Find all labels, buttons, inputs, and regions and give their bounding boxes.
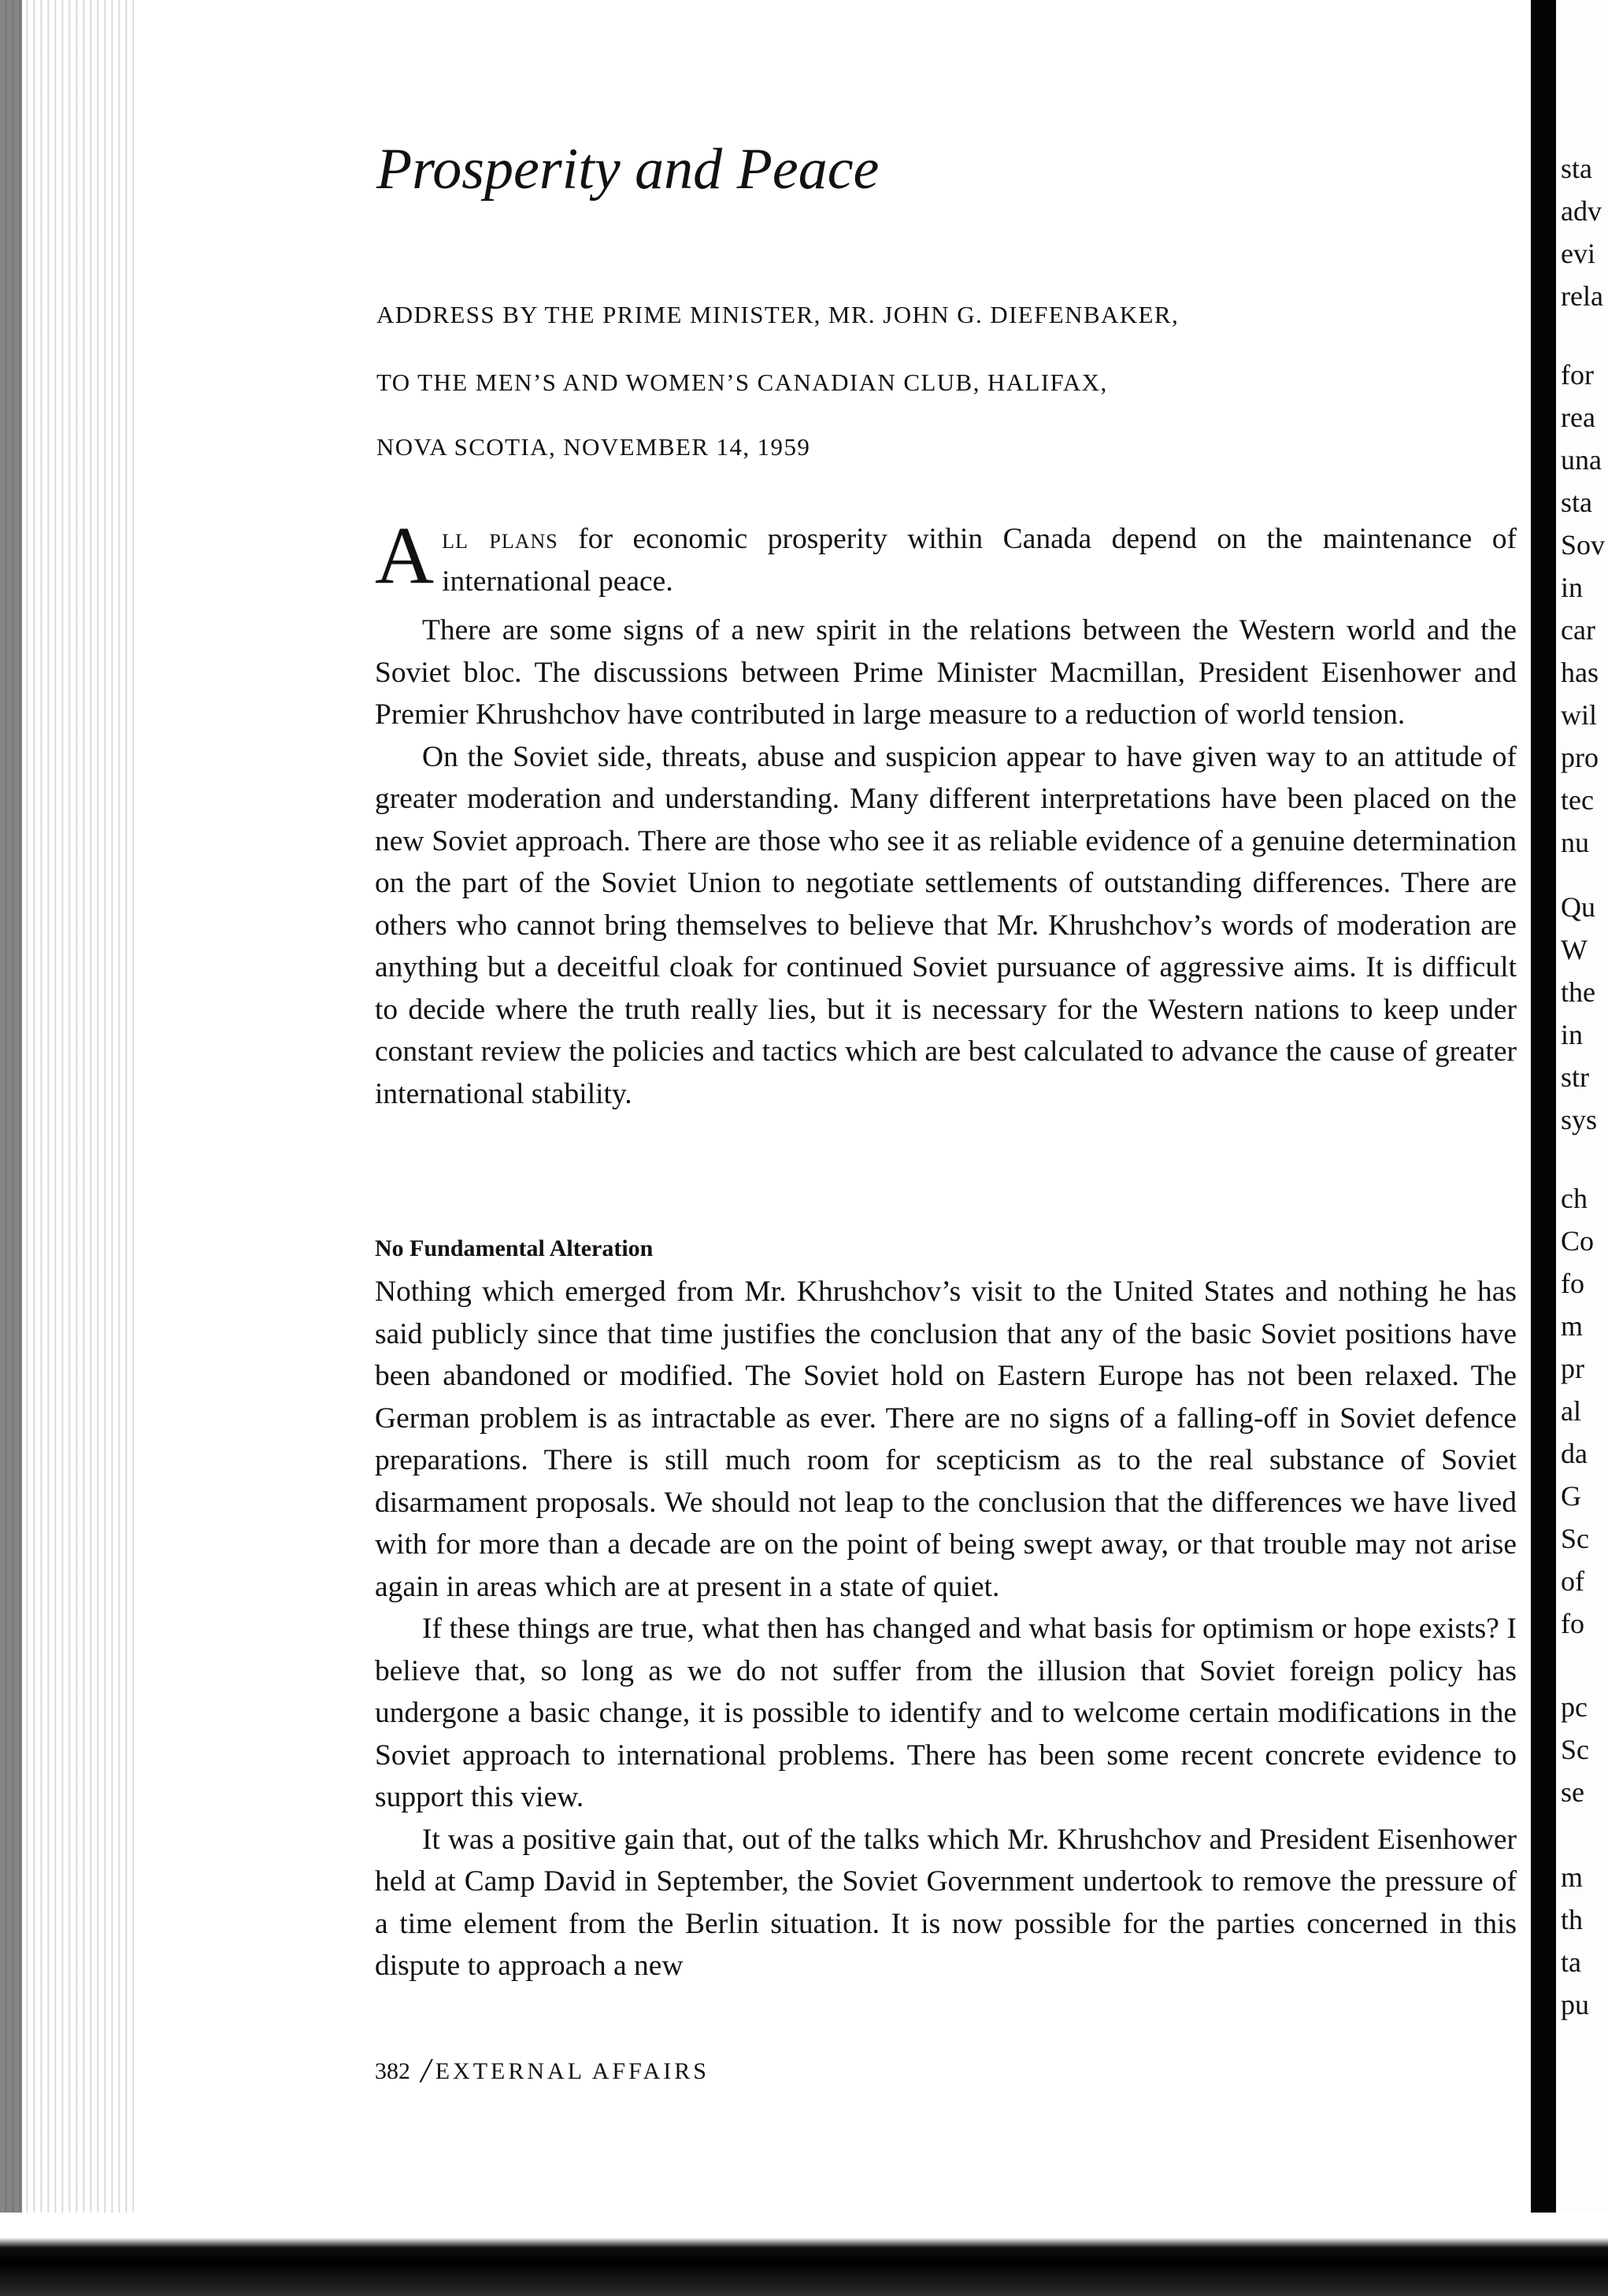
- facing-page-fragment: pr: [1561, 1353, 1584, 1384]
- facing-page-fragment: for: [1561, 359, 1594, 391]
- opening-paragraph: [375, 510, 1517, 602]
- facing-page-fragment: has: [1561, 657, 1599, 688]
- facing-page-fragment: se: [1561, 1776, 1584, 1808]
- body-paragraph: On the Soviet side, threats, abuse and suspicion appear to have given way to an attitude of greater moderation and understanding. Many different interpretations have been placed on the new Soviet approach. There are those who see it as reliable evidence of a genuine determination on the part of the Soviet Union to negotiate settlements of outstanding differences. There are others who cannot bring themselves to believe that Mr. Khrushchov’s words of moderation are anything but a deceitful cloak for continued Soviet pursuance of aggressive aims. It is difficult to decide where the truth really lies, but it is necessary for the Western nations to keep under constant review the policies and tactics which are best calculated to advance the cause of greater international stability.: [375, 740, 1517, 1110]
- drop-cap: A: [375, 510, 435, 601]
- facing-page-fragment: rea: [1561, 402, 1595, 433]
- facing-page-fragment: Co: [1561, 1225, 1595, 1257]
- facing-page-fragment: sys: [1561, 1104, 1598, 1135]
- opening-text: for economic prosperity within Canada depend on the maintenance of international peace.: [442, 523, 1517, 598]
- facing-page-fragment: in: [1561, 1019, 1584, 1050]
- facing-page-fragment: Sov: [1561, 529, 1606, 561]
- facing-page-fragment: Sc: [1561, 1734, 1589, 1765]
- facing-page-fragment: th: [1561, 1904, 1584, 1935]
- book-binding-gutter: [1531, 0, 1556, 2296]
- facing-page-fragment: str: [1561, 1061, 1589, 1093]
- body-paragraph: It was a positive gain that, out of the talks which Mr. Khrushchov and President Eisenhower held at Camp David in September, the Soviet Government undertook to remove the pressure of a time element from the Berlin situation. It is now possible for the parties concerned in this dispute to approach a new: [375, 1823, 1517, 1982]
- facing-page-fragment: in: [1561, 572, 1584, 603]
- facing-page-fragment: m: [1561, 1310, 1584, 1342]
- facing-page-fragment: wil: [1561, 699, 1598, 731]
- facing-page-fragment: al: [1561, 1395, 1581, 1427]
- facing-page-fragment: ta: [1561, 1946, 1581, 1978]
- facing-page-fragment: fo: [1561, 1268, 1584, 1299]
- section-heading: No Fundamental Alteration: [375, 1235, 654, 1261]
- facing-page-fragment: rela: [1561, 280, 1603, 312]
- facing-page-fragment: W: [1561, 934, 1588, 965]
- facing-page-fragment: the: [1561, 976, 1595, 1008]
- facing-page-fragment: sta: [1561, 487, 1592, 518]
- facing-page-fragment: pc: [1561, 1691, 1588, 1723]
- facing-page-fragment: da: [1561, 1438, 1588, 1469]
- body-section-2: [375, 1271, 1517, 1987]
- journal-name: EXTERNAL AFFAIRS: [435, 2058, 710, 2084]
- subtitle-line-1: ADDRESS BY THE PRIME MINISTER, MR. JOHN G. DIEFENBAKER,: [376, 301, 1180, 328]
- facing-page-fragment: Qu: [1561, 891, 1595, 923]
- page-footer: [375, 2051, 710, 2090]
- facing-page-fragment: m: [1561, 1861, 1584, 1893]
- page-number: 382: [375, 2058, 410, 2084]
- facing-page-fragment: nu: [1561, 827, 1589, 858]
- body-paragraph: Nothing which emerged from Mr. Khrushchov’s visit to the United States and nothing he has said publicly since that time justifies the conclusion that any of the basic Soviet positions have been abandoned or modified. The Soviet hold on Eastern Europe has not been relaxed. The German problem is as intractable as ever. There are no signs of a falling-off in Soviet defence preparations. There is still much room for scepticism as to the real substance of Soviet disarmament proposals. We should not leap to the conclusion that the differences we have lived with for more than a decade are on the point of being swept away, or that trouble may not arise again in areas which are at present in a state of quiet.: [375, 1276, 1517, 1603]
- scan-left-shadow: [0, 0, 22, 2296]
- subtitle-line-2: TO THE MEN’S AND WOMEN’S CANADIAN CLUB, HALIFAX,: [376, 368, 1108, 396]
- facing-page-fragment: G: [1561, 1480, 1581, 1512]
- facing-page-fragment: adv: [1561, 195, 1602, 227]
- facing-page-fragment: of: [1561, 1565, 1584, 1597]
- body-paragraph: There are some signs of a new spirit in the relations between the Western world and the Soviet bloc. The discussions between Prime Minister Macmillan, President Eisenhower and Premier Khrushchov have contributed in large measure to a reduction of world tension.: [375, 614, 1517, 731]
- body-paragraph: If these things are true, what then has changed and what basis for optimism or hope exists? I believe that, so long as we do not suffer from the illusion that Soviet foreign policy has undergone a basic change, it is possible to identify and to welcome certain modifications in the Soviet approach to international problems. There has been some recent concrete evidence to support this view.: [375, 1613, 1517, 1813]
- scan-bottom-edge: [0, 2213, 1608, 2296]
- article-title: Prosperity and Peace: [376, 137, 880, 202]
- facing-page-fragment: evi: [1561, 238, 1595, 269]
- facing-page-fragment: sta: [1561, 153, 1592, 184]
- facing-page-fragment: car: [1561, 614, 1595, 646]
- facing-page-fragment: fo: [1561, 1608, 1584, 1639]
- facing-page-fragment: Sc: [1561, 1523, 1589, 1554]
- subtitle-line-3: NOVA SCOTIA, NOVEMBER 14, 1959: [376, 433, 811, 461]
- body-section-1: [375, 609, 1517, 1115]
- facing-page-fragment: tec: [1561, 784, 1594, 816]
- facing-page-edge: [1556, 0, 1608, 2296]
- footer-separator: /: [421, 2051, 431, 2090]
- facing-page-fragment: pro: [1561, 742, 1599, 773]
- facing-page-fragment: una: [1561, 444, 1602, 476]
- opening-small-caps: ll plans: [442, 523, 558, 555]
- facing-page-fragment: ch: [1561, 1183, 1588, 1214]
- facing-page-fragment: pu: [1561, 1989, 1589, 2020]
